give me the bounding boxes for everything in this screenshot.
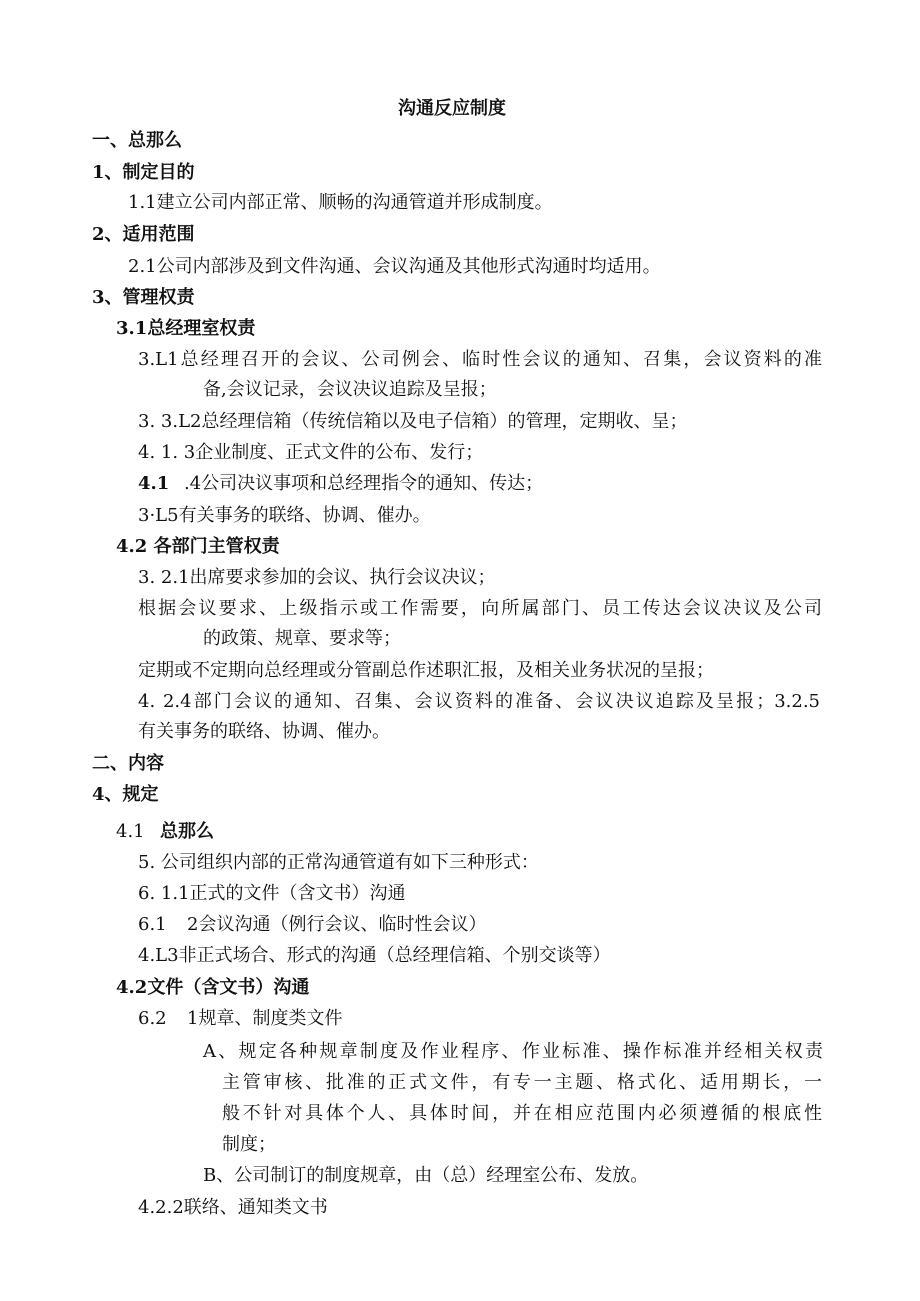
clause-heading: 4.2文件（含文书）沟通 [116, 977, 310, 998]
paragraph-line: 1规章、制度类文件 [187, 1008, 343, 1029]
paragraph-line: 制度； [222, 1134, 276, 1155]
paragraph-line: 4. 2.4部门会议的通知、召集、会议资料的准备、会议决议追踪及呈报；3.2.5 [138, 691, 820, 712]
clause-heading: 总那么 [160, 821, 214, 842]
paragraph-line: 4.L3非正式场合、形式的沟通（总经理信箱、个别交谈等） [138, 945, 611, 966]
subsection-heading: 2、适用范围 [92, 224, 195, 245]
clause-heading: 4.2 各部门主管权责 [116, 536, 280, 557]
document-title: 沟通反应制度 [398, 98, 506, 119]
subsection-heading: 3、管理权责 [92, 287, 195, 308]
paragraph-line: 1.1建立公司内部正常、顺畅的沟通管道并形成制度。 [128, 192, 553, 213]
paragraph-line: 主管审核、批准的正式文件，有专一主题、格式化、适用期长，一 [222, 1072, 822, 1093]
paragraph-line: 3. 2.1出席要求参加的会议、执行会议决议； [138, 567, 496, 588]
paragraph-line: 4.2.2联络、通知类文书 [138, 1197, 328, 1218]
paragraph-line: 2会议沟通（例行会议、临时性会议） [187, 914, 487, 935]
paragraph-line: 根据会议要求、上级指示或工作需要，向所属部门、员工传达会议决议及公司 [138, 598, 822, 619]
paragraph-line: 6. 1.1正式的文件（含文书）沟通 [138, 883, 406, 904]
paragraph-line: 3.L1总经理召开的会议、公司例会、临时性会议的通知、召集，会议资料的准 [138, 349, 822, 370]
paragraph-line: 有关事务的联络、协调、催办。 [138, 721, 390, 742]
paragraph-line: 4. 1. 3企业制度、正式文件的公布、发行； [138, 442, 484, 463]
clause-heading: 3.1总经理室权责 [116, 318, 256, 339]
paragraph-line: 备,会议记录，会议决议追踪及呈报； [203, 379, 497, 400]
clause-number: 6.2 [138, 1008, 167, 1029]
paragraph-line: 3·L5有关事务的联络、协调、催办。 [138, 505, 431, 526]
paragraph-line: 定期或不定期向总经理或分管副总作述职汇报，及相关业务状况的呈报； [138, 660, 714, 681]
paragraph-line: 5. 公司组织内部的正常沟通管道有如下三种形式： [138, 852, 539, 873]
paragraph-line: B、公司制订的制度规章，由（总）经理室公布、发放。 [203, 1165, 649, 1186]
paragraph-line: A、规定各种规章制度及作业程序、作业标准、操作标准并经相关权责 [203, 1041, 823, 1062]
section-heading: 二、内容 [92, 753, 164, 774]
paragraph-line: 2.1公司内部涉及到文件沟通、会议沟通及其他形式沟通时均适用。 [128, 256, 661, 277]
paragraph-line: 般不针对具体个人、具体时间，并在相应范围内必须遵循的根底性 [222, 1103, 822, 1124]
clause-number: 4.1 [116, 821, 145, 842]
clause-number: 4.1 [138, 473, 170, 494]
subsection-heading: 4、规定 [92, 784, 159, 805]
paragraph-line: .4公司决议事项和总经理指令的通知、传达； [184, 473, 544, 494]
section-heading: 一、总那么 [92, 130, 182, 151]
clause-number: 6.1 [138, 914, 167, 935]
subsection-heading: 1、制定目的 [92, 162, 195, 183]
paragraph-line: 3. 3.L2总经理信箱（传统信箱以及电子信箱）的管理，定期收、呈； [138, 411, 688, 432]
paragraph-line: 的政策、规章、要求等； [203, 628, 401, 649]
